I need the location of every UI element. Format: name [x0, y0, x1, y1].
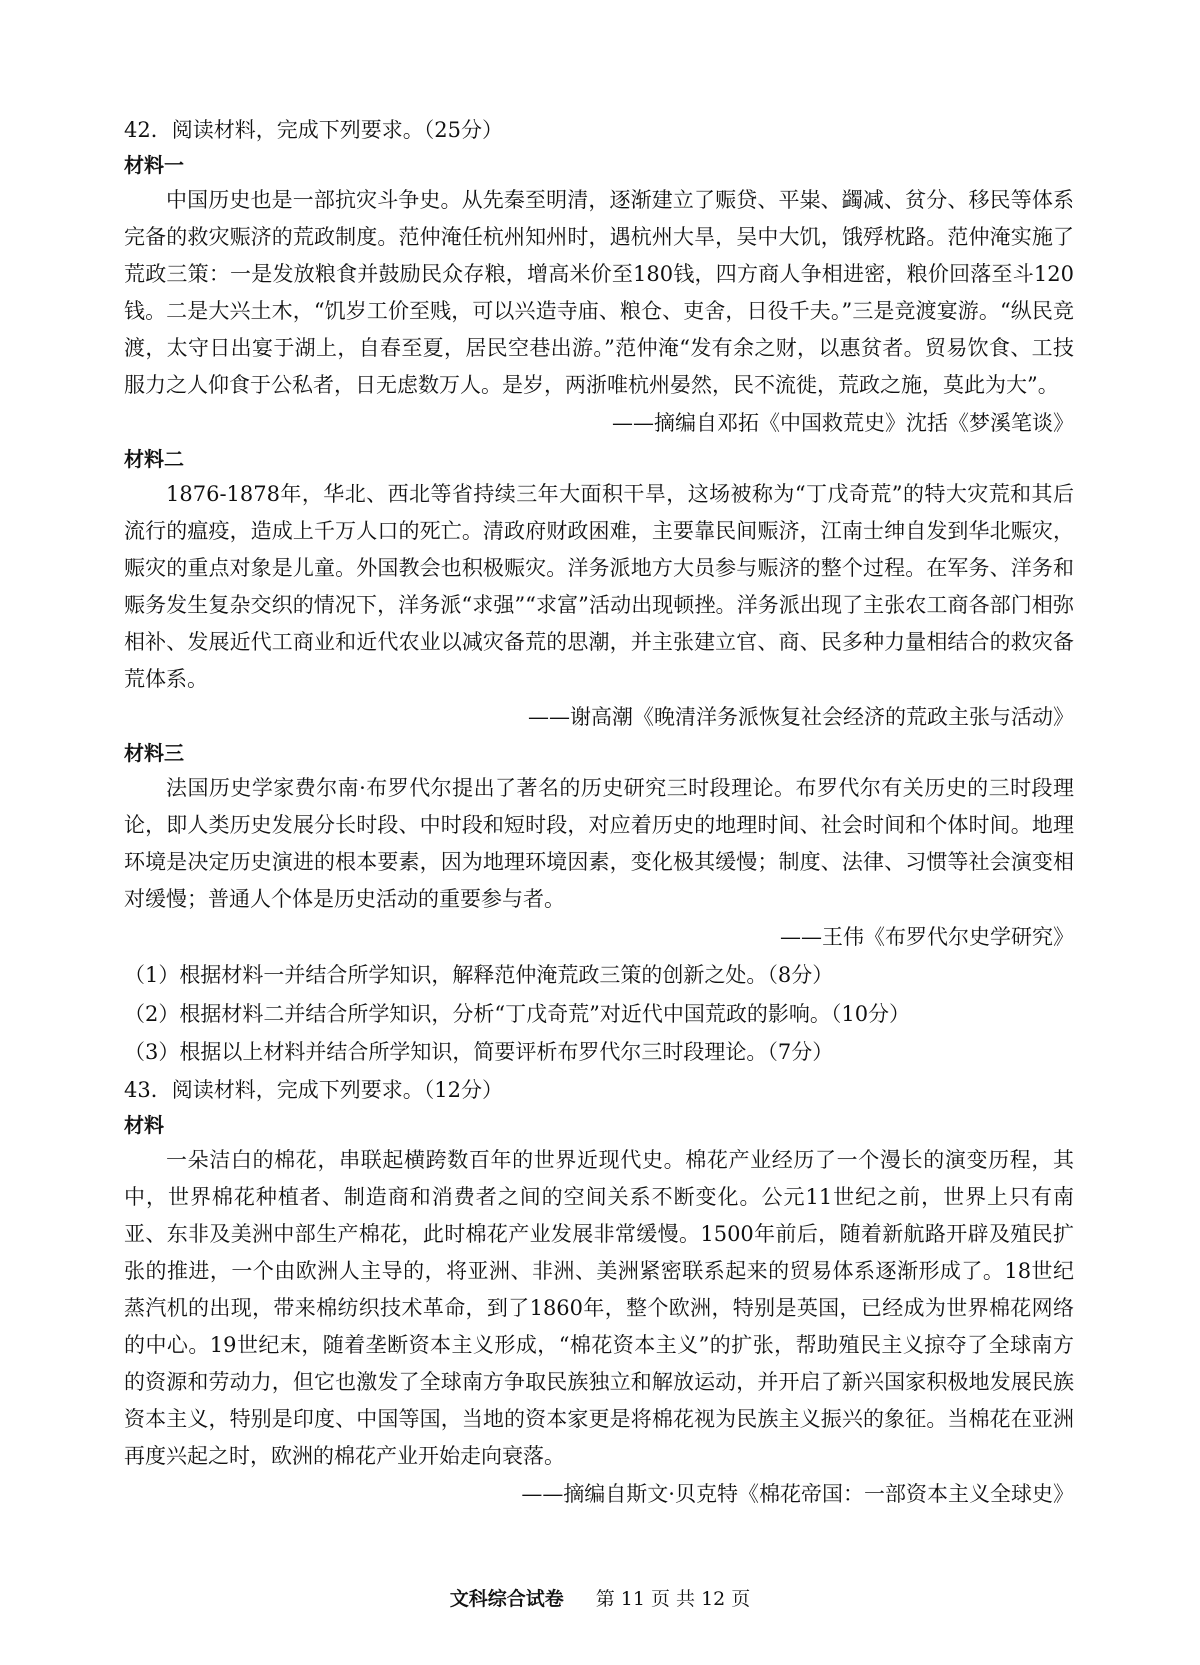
sub-question-2: （2）根据材料二并结合所学知识，分析“丁戊奇荒”对近代中国荒政的影响。（10分）: [124, 1001, 911, 1026]
material-2-text: 1876-1878年，华北、西北等省持续三年大面积干旱，这场被称为“丁戊奇荒”的特大灾荒和其后流行的瘟疫，造成上千万人口的死亡。清政府财政困难，主要靠民间赈济，江南士绅自发到华北赈灾，赈灾的重点对象是儿童。外国教会也积极赈灾。洋务派地方大员参与赈济的整个过程。在军务、洋务和赈务发生复杂交织的情况下，洋务派“求强”“求富”活动出现顿挫。洋务派出现了主张农工商各部门相弥相补、发展近代工商业和近代农业以减灾备荒的思潮，并主张建立官、商、民多种力量相结合的救灾备荒体系。: [124, 482, 1074, 691]
page-footer: [0, 1585, 1200, 1613]
exam-name: 文科综合试卷: [449, 1588, 564, 1610]
material-3-source: ——王伟《布罗代尔史学研究》: [780, 925, 1074, 949]
material-3-text: 法国历史学家费尔南·布罗代尔提出了著名的历史研究三时段理论。布罗代尔有关历史的三时段理论，即人类历史发展分长时段、中时段和短时段，对应着历史的地理时间、社会时间和个体时间。地理环境是决定历史演进的根本要素，因为地理环境因素，变化极其缓慢；制度、法律、习惯等社会演变相对缓慢；普通人个体是历史活动的重要参与者。: [124, 776, 1074, 911]
material-source: ——摘编自斯文·贝克特《棉花帝国：一部资本主义全球史》: [521, 1481, 1074, 1506]
material-label: 材料: [124, 1112, 164, 1137]
material-1-source: ——摘编自邓拓《中国救荒史》沈括《梦溪笔谈》: [612, 411, 1074, 435]
material-text: 一朵洁白的棉花，串联起横跨数百年的世界近现代史。棉花产业经历了一个漫长的演变历程，其中，世界棉花种植者、制造商和消费者之间的空间关系不断变化。公元11世纪之前，世界上只有南亚、东非及美洲中部生产棉花，此时棉花产业发展非常缓慢。1500年前后，随着新航路开辟及殖民扩张的推进，一个由欧洲人主导的，将亚洲、非洲、美洲紧密联系起来的贸易体系逐渐形成了。18世纪蒸汽机的出现，带来棉纺织技术革命，到了1860年，整个欧洲，特别是英国，已经成为世界棉花网络的中心。19世纪末，随着垄断资本主义形成，“棉花资本主义”的扩张，帮助殖民主义掠夺了全球南方的资源和劳动力，但它也激发了全球南方争取民族独立和解放运动，并开启了新兴国家积极地发展民族资本主义，特别是印度、中国等国，当地的资本家更是将棉花视为民族主义振兴的象征。当棉花在亚洲再度兴起之时，欧洲的棉花产业开始走向衰落。: [124, 1147, 1074, 1468]
sub-question-1: （1）根据材料一并结合所学知识，解释范仲淹荒政三策的创新之处。（8分）: [124, 963, 834, 987]
material-3-label: 材料三: [124, 741, 184, 765]
sub-question-3: （3）根据以上材料并结合所学知识，简要评析布罗代尔三时段理论。（7分）: [124, 1040, 834, 1064]
page-number: 第 11 页 共 12 页: [595, 1588, 751, 1610]
question-43-title: 43．阅读材料，完成下列要求。（12分）: [124, 1077, 503, 1102]
exam-page: [124, 112, 1074, 1513]
material-2-source: ——谢高潮《晚清洋务派恢复社会经济的荒政主张与活动》: [528, 705, 1074, 729]
material-2-label: 材料二: [124, 447, 184, 471]
material-1-label: 材料一: [124, 153, 184, 177]
material-1-text: 中国历史也是一部抗灾斗争史。从先秦至明清，逐渐建立了赈贷、平粜、蠲减、贫分、移民等体系完备的救灾赈济的荒政制度。范仲淹任杭州知州时，遇杭州大旱，吴中大饥，饿殍枕路。范仲淹实施了荒政三策：一是发放粮食并鼓励民众存粮，增高米价至180钱，四方商人争相进密，粮价回落至斗120钱。二是大兴土木，“饥岁工价至贱，可以兴造寺庙、粮仓、吏舍，日役千夫。”三是竞渡宴游。“纵民竞渡，太守日出宴于湖上，自春至夏，居民空巷出游。”范仲淹“发有余之财，以惠贫者。贸易饮食、工技服力之人仰食于公私者，日无虑数万人。是岁，两浙唯杭州晏然，民不流徙，荒政之施，莫此为大”。: [124, 188, 1074, 397]
question-42-title: 42．阅读材料，完成下列要求。（25分）: [124, 118, 503, 142]
